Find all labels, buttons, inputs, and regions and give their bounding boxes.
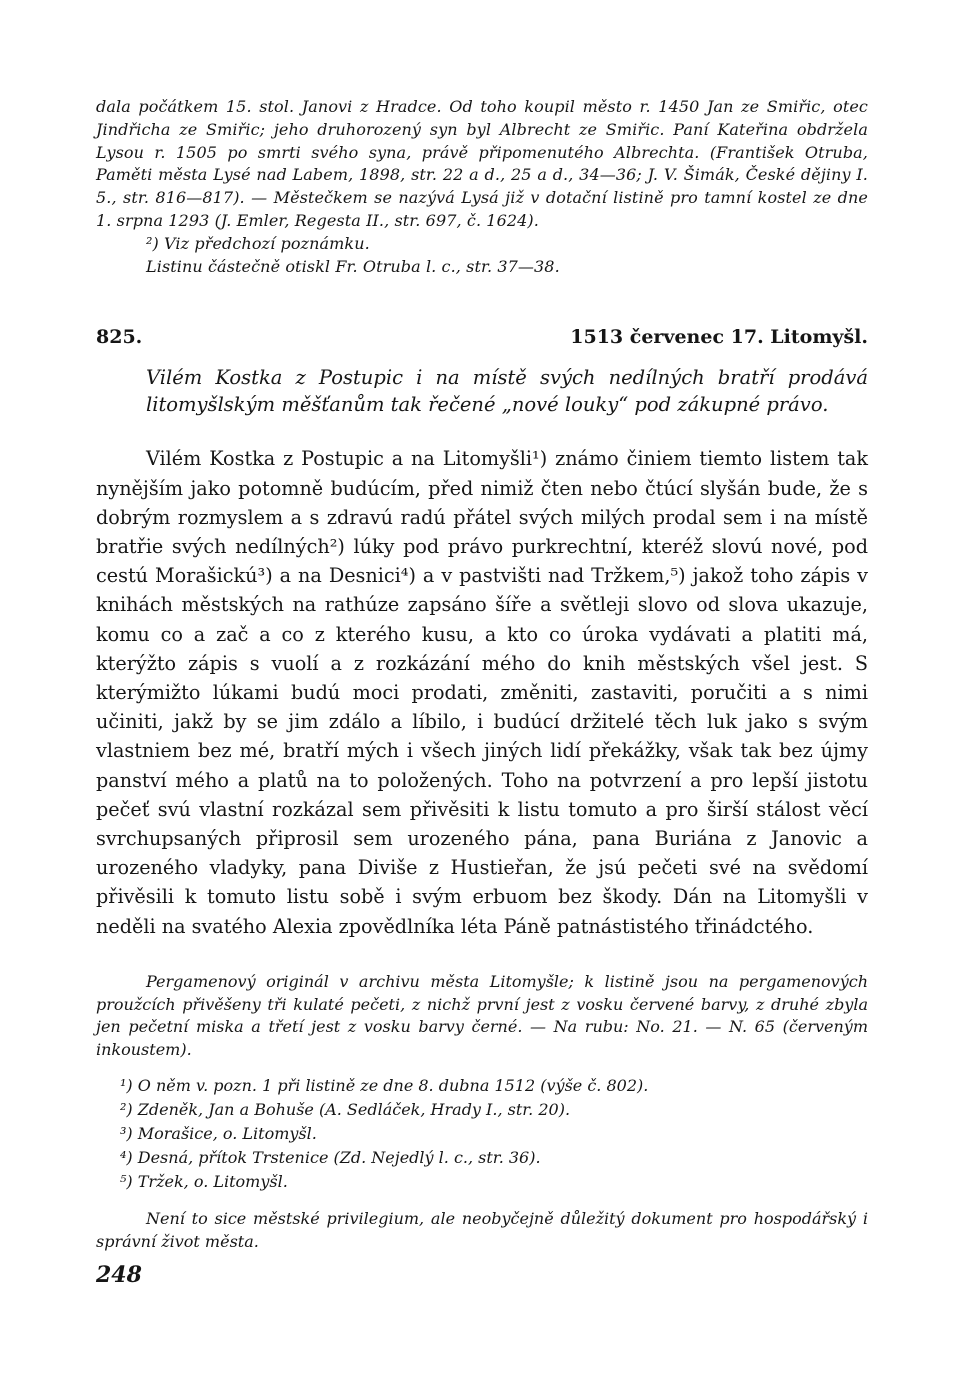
charter-text: [96, 444, 868, 940]
footnote-mark: ⁵): [120, 1172, 133, 1192]
footnote-2: [96, 1098, 868, 1122]
regest: Vilém Kostka z Postupic i na místě svých nedílných bratří prodává litomyšlským měšťanům tak řečené „nové louky“ pod zákupné právo.: [146, 366, 868, 417]
charter-paragraph: Vilém Kostka z Postupic a na Litomyšli¹) známo činiem tiemto listem tak nynějším jako potomně budúcím, před nimiž čten nebo čtúcí slyšán bude, že s dobrým rozmyslem a s zdravú radú přátel svých milých prodal sem i na místě bratřie svých nedílných²) lúky pod právo purkrechtní, kteréž slovú nové, pod cestú Morašickú³) a na Desnici⁴) a v pastvišti nad Tržkem,⁵) jakož toho zápis v knihách městských na rathúze zapsáno šíře a světleji slovo od slova ukazuje, komu co a zač a co z kterého kusu, a kto co úroka vydávati a platiti má, kterýžto zápis s vuolí a z rozkázání mého do knih městských všel jest. S kterýmižto lúkami budú moci prodati, změniti, zastaviti, poručiti a s nimi učiniti, jakž by se jim zdálo a líbilo, i budúcí držitelé těch luk jako s svým vlastniem bez mé, bratří mých i všech jiných lidí překážky, však tak bez újmy panství mého a platů na to položených. Toho na potvrzení a pro lepší jistotu pečeť svú vlastní rozkázal sem přivěsiti k listu tomuto a pro širší stálost věcí svrchupsaných připrosil sem urozeného pána, pana Buriána z Janovic a urozeného vladyky, pana Diviše z Hustieřan, že jsú pečeti své na svědomí přivěsili k tomuto listu sobě i svým erbuom bez škody. Dán na Litomyšli v neděli na svatého Alexia zpovědlníka léta Páně patnástistého třinádctého.: [96, 447, 868, 938]
footnote-mark: ¹): [120, 1076, 133, 1096]
previous-document-notes: [96, 96, 868, 278]
source-note-text: Pergamenový originál v archivu města Litomyšle; k listině jsou na pergamenových proužcích přivěšeny tři kulaté pečeti, z nichž první jest z vosku červené barvy, z druhé zbyla jen pečetní miska a třetí jest z vosku barvy černé. — Na rubu: No. 21. — N. 65 (červeným inkoustem).: [96, 971, 868, 1060]
footnote-5: [96, 1170, 868, 1194]
footnote-text: O něm v. pozn. 1 při listině ze dne 8. dubna 1512 (výše č. 802).: [137, 1076, 649, 1096]
footnote-text: Tržek, o. Litomyšl.: [137, 1172, 288, 1192]
footnote-3: [96, 1122, 868, 1146]
footnote-1: [96, 1074, 868, 1098]
footnote-text: Zdeněk, Jan a Bohuše (A. Sedláček, Hrady I., str. 20).: [137, 1100, 571, 1120]
document-number: 825.: [96, 326, 143, 349]
footnote-text: Morašice, o. Litomyšl.: [137, 1124, 317, 1144]
closing-note: [96, 1208, 868, 1254]
edition-note: Listinu částečně otiskl Fr. Otruba l. c., str. 37—38.: [146, 256, 560, 276]
footnote-text: Desná, přítok Trstenice (Zd. Nejedlý l. c., str. 36).: [137, 1148, 541, 1168]
closing-note-text: Není to sice městské privilegium, ale neobyčejně důležitý dokument pro hospodářský i správní život města.: [96, 1209, 868, 1251]
page-content: [96, 96, 868, 1254]
footnote-mark: ²): [120, 1100, 133, 1120]
continued-footnote: dala počátkem 15. stol. Janovi z Hradce. Od toho koupil město r. 1450 Jan ze Smiřic, otec Jindřicha ze Smiřic; jeho druhorozený syn byl Albrecht ze Smiřic. Paní Kateřina obdržela Lysou r. 1505 po smrti svého syna, právě připomenutého Albrechta. (František Otruba, Paměti města Lysé nad Labem, 1898, str. 22 a d., 25 a d., 34—36; J. V. Šimák, České dějiny I. 5., str. 816—817). — Městečkem se nazývá Lysá již v dotační listině pro tamní kostel ze dne 1. srpna 1293 (J. Emler, Regesta II., str. 697, č. 1624).: [96, 97, 868, 230]
footnote-2-previous: ²) Viz předchozí poznámku.: [146, 233, 370, 253]
source-note: [96, 971, 868, 1062]
document-date-place: 1513 červenec 17. Litomyšl.: [570, 326, 868, 349]
document-header: [96, 326, 868, 348]
page-number: 248: [96, 1262, 142, 1288]
footnote-4: [96, 1146, 868, 1170]
footnote-mark: ³): [120, 1124, 133, 1144]
footnotes: [96, 1074, 868, 1194]
footnote-mark: ⁴): [120, 1148, 133, 1168]
